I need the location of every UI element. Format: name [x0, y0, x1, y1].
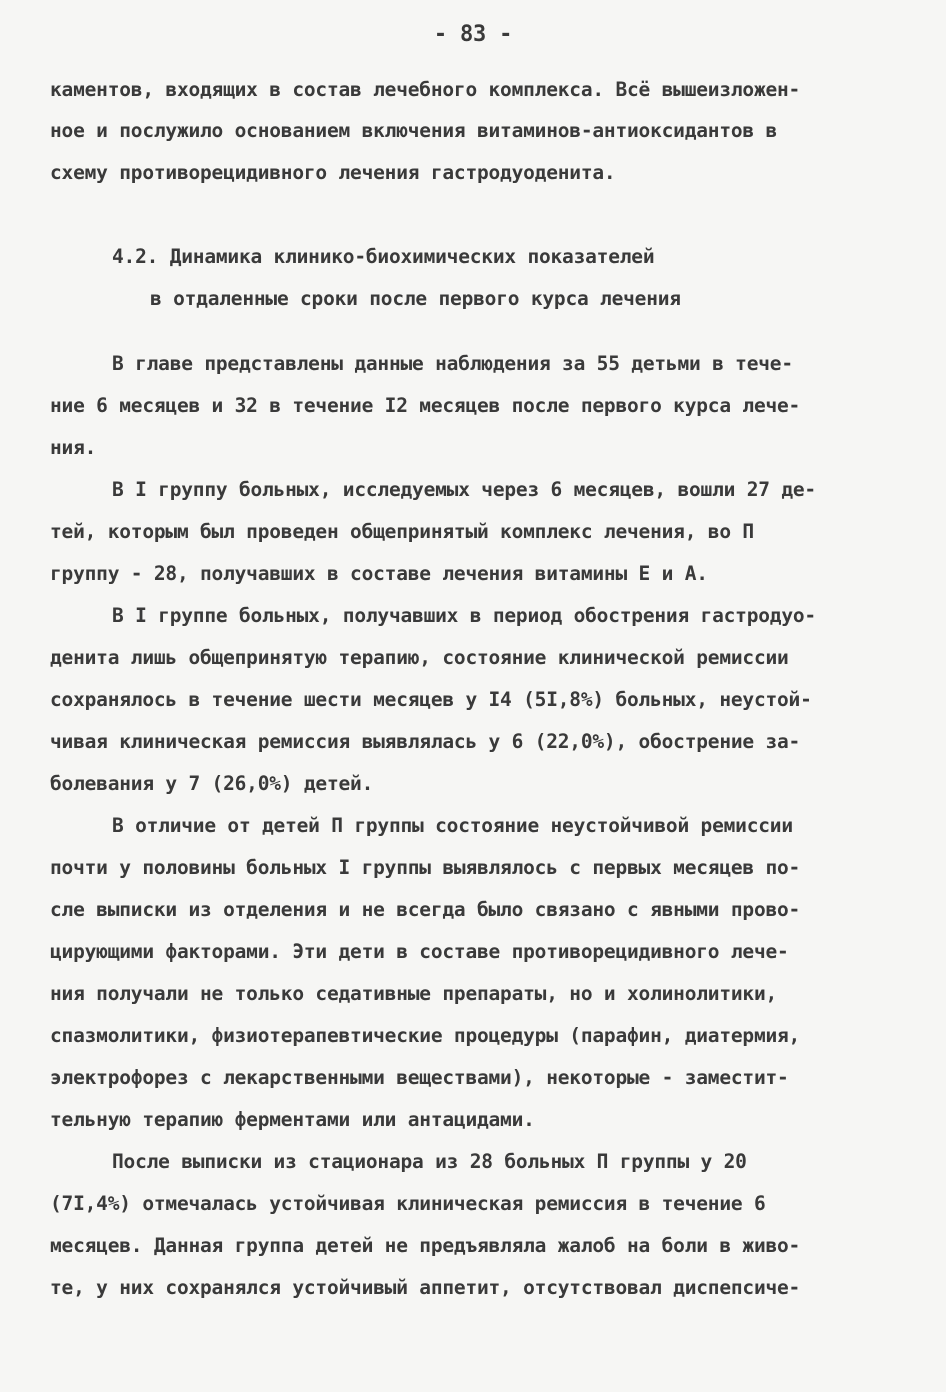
text-line: ния получали не только седативные препараты, но и холинолитики, — [50, 982, 778, 1005]
text-line: чивая клиническая ремиссия выявлялась у 6 (22,0%), обострение за- — [50, 730, 801, 753]
text-line: схему противорецидивного лечения гастродуоденита. — [50, 161, 616, 184]
text-line: почти у половины больных I группы выявлялось с первых месяцев по- — [50, 856, 801, 879]
text-line: сле выписки из отделения и не всегда было связано с явными прово- — [50, 898, 801, 921]
text-line: В отличие от детей П группы состояние неустойчивой ремиссии — [112, 814, 793, 837]
text-line: те, у них сохранялся устойчивый аппетит, отсутствовал диспепсиче- — [50, 1276, 801, 1299]
text-line: После выписки из стационара из 28 больных П группы у 20 — [112, 1150, 747, 1173]
text-line: сохранялось в течение шести месяцев у I4 (5I,8%) больных, неустой- — [50, 688, 812, 711]
text-line: (7I,4%) отмечалась устойчивая клиническая ремиссия в течение 6 — [50, 1192, 766, 1215]
text-line: В I группе больных, получавших в период обострения гастродуо- — [112, 604, 816, 627]
text-line: тельную терапию ферментами или антацидами. — [50, 1108, 535, 1131]
text-line: болевания у 7 (26,0%) детей. — [50, 772, 374, 795]
text-line: цирующими факторами. Эти дети в составе противорецидивного лече- — [50, 940, 789, 963]
section-heading-line-2: в отдаленные сроки после первого курса лечения — [150, 287, 681, 310]
text-line: спазмолитики, физиотерапевтические процедуры (парафин, диатермия, — [50, 1024, 801, 1047]
text-line: денита лишь общепринятую терапию, состояние клинической ремиссии — [50, 646, 789, 669]
text-line: В главе представлены данные наблюдения за 55 детьми в тече- — [112, 352, 793, 375]
page-number: - 83 - — [433, 22, 513, 47]
text-line: ное и послужило основанием включения витаминов-антиоксидантов в — [50, 119, 778, 142]
text-line: ние 6 месяцев и 32 в течение I2 месяцев после первого курса лече- — [50, 394, 801, 417]
text-line: ния. — [50, 436, 97, 459]
text-line: каментов, входящих в состав лечебного комплекса. Всё вышеизложен- — [50, 78, 801, 101]
text-line: электрофорез с лекарственными веществами), некоторые - заместит- — [50, 1066, 789, 1089]
section-heading-line-1: 4.2. Динамика клинико-биохимических показателей — [112, 245, 655, 268]
text-line: месяцев. Данная группа детей не предъявляла жалоб на боли в живо- — [50, 1234, 801, 1257]
text-line: В I группу больных, исследуемых через 6 месяцев, вошли 27 де- — [112, 478, 816, 501]
text-line: тей, которым был проведен общепринятый комплекс лечения, во П — [50, 520, 754, 543]
text-line: группу - 28, получавших в составе лечения витамины Е и А. — [50, 562, 708, 585]
